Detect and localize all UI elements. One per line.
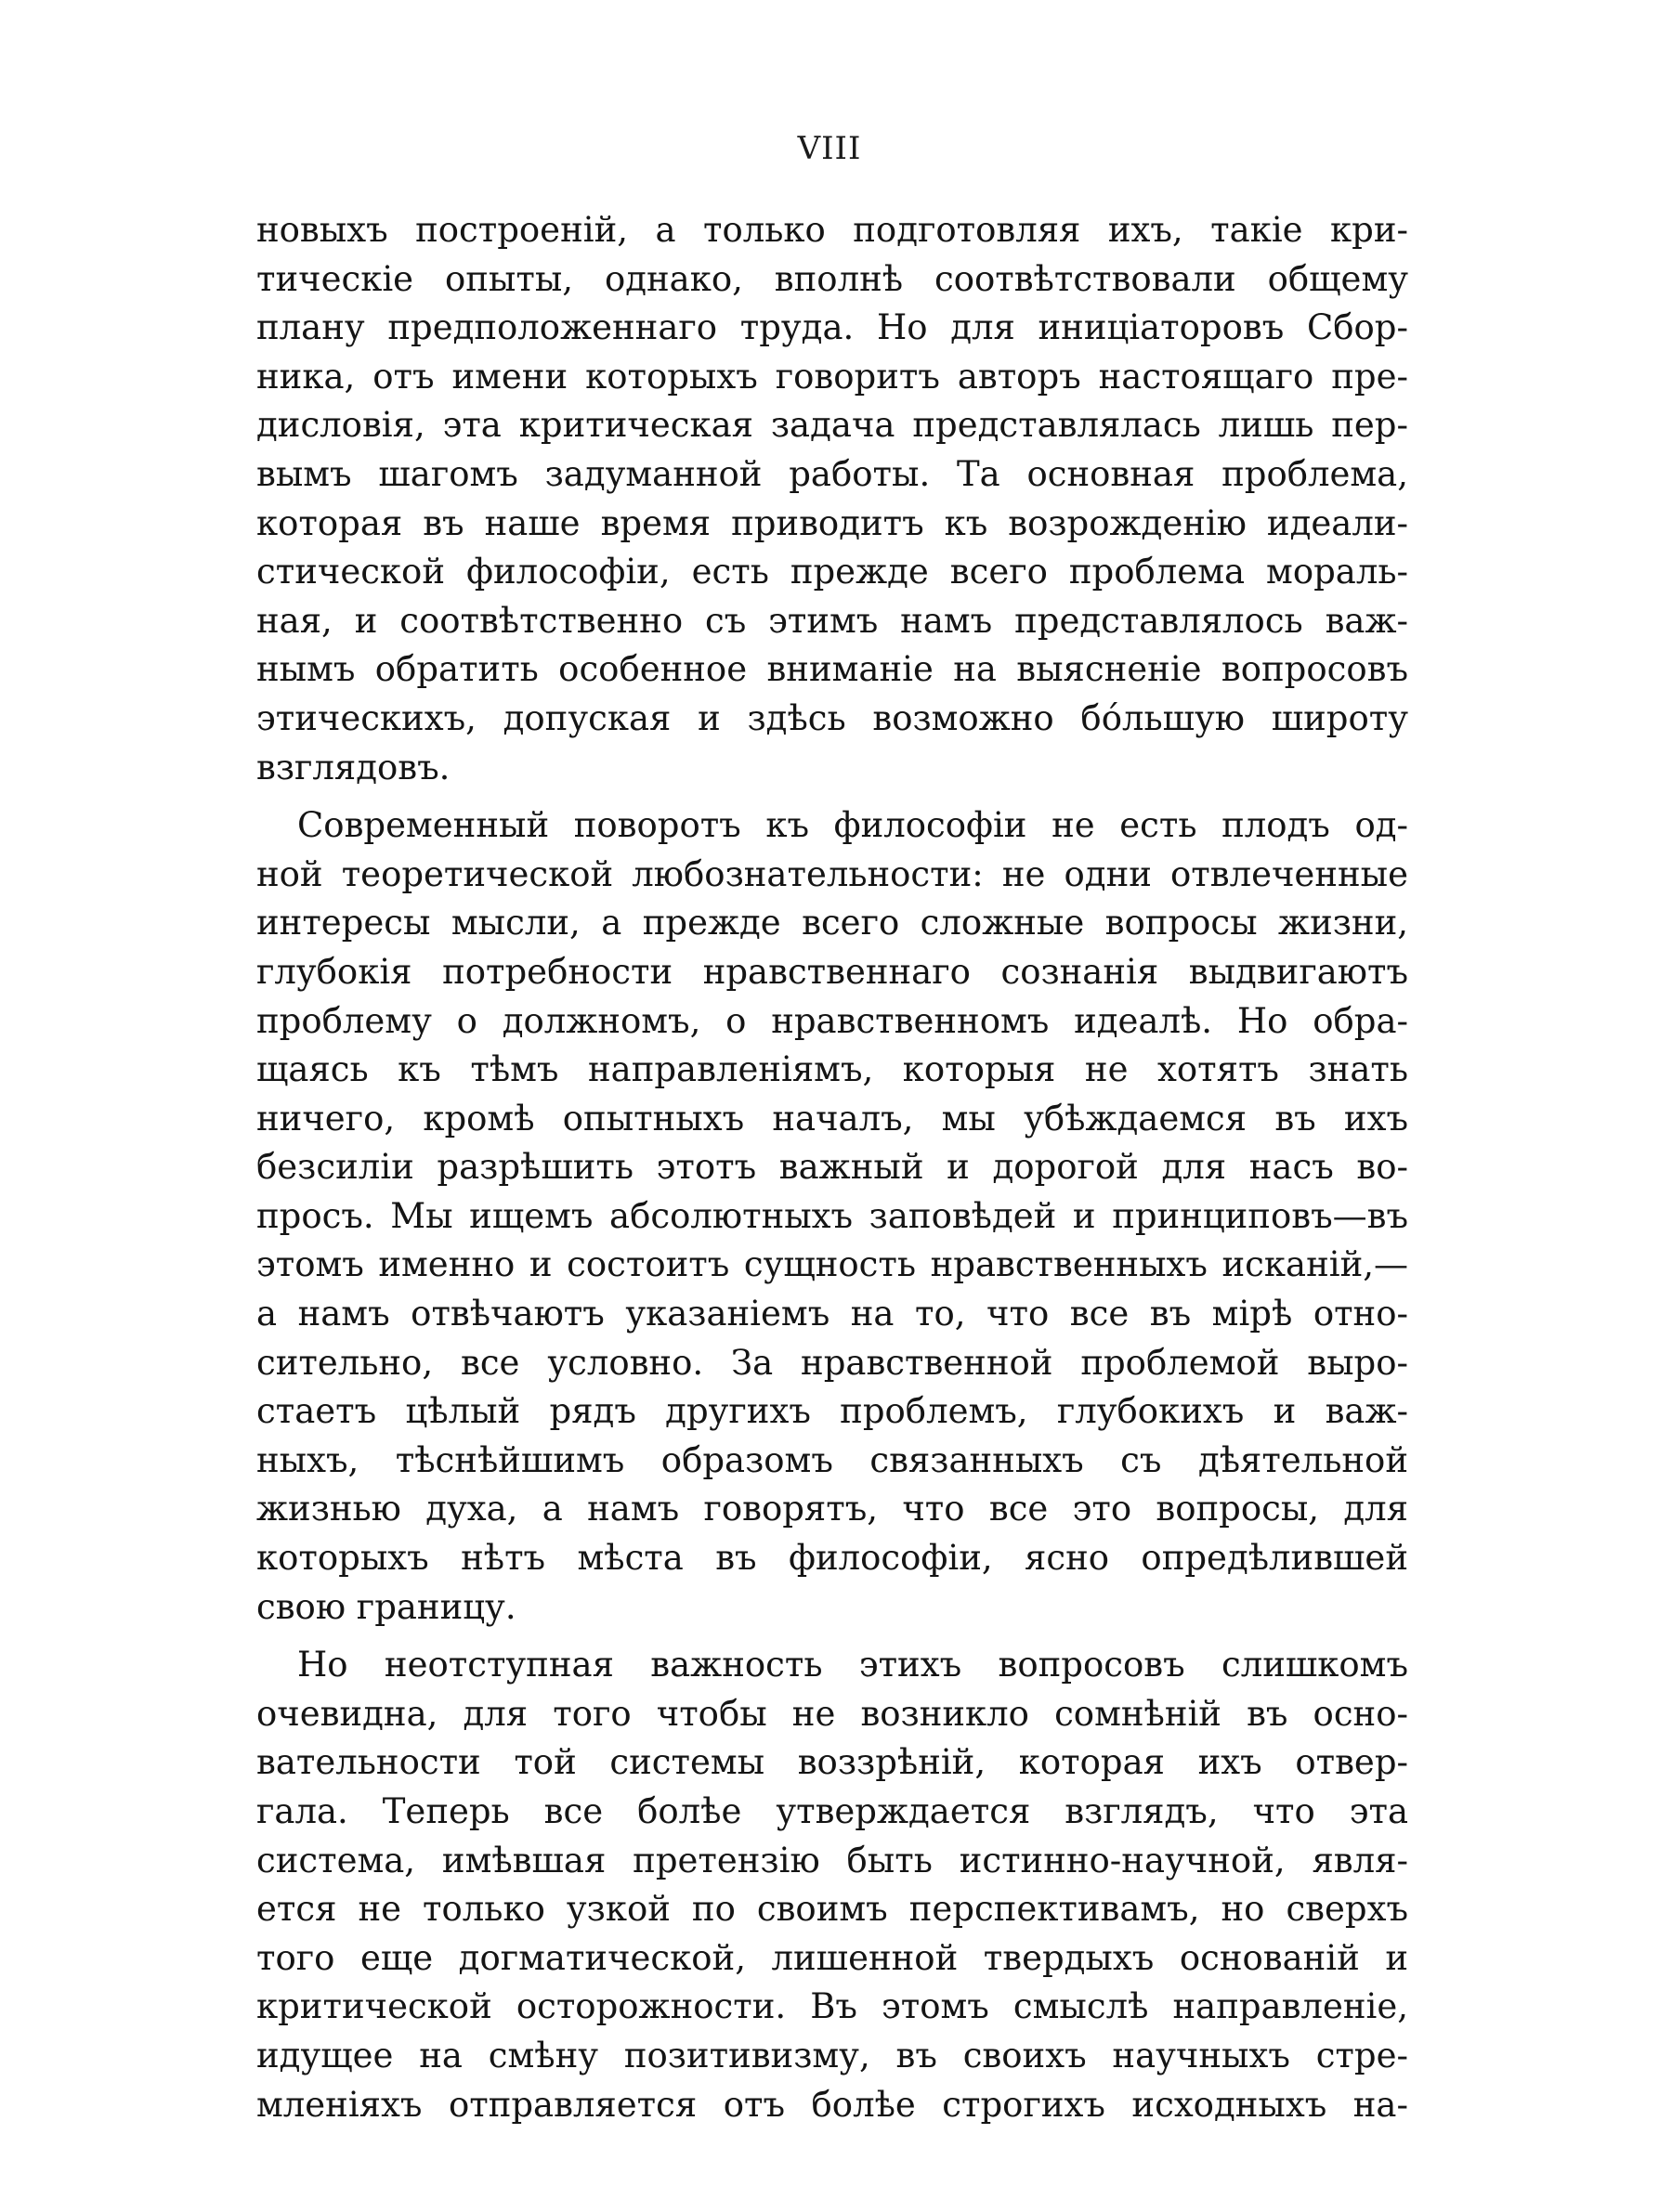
- text-line: стической философіи, есть прежде всего проблема мораль-: [256, 552, 1408, 592]
- text-line: ника, отъ имени которыхъ говоритъ авторъ настоящаго пре-: [256, 356, 1408, 397]
- text-line: щаясь къ тѣмъ направленіямъ, которыя не хотятъ знать: [256, 1049, 1408, 1090]
- text-line: глубокія потребности нравственнаго сознанія выдвигаютъ: [256, 951, 1408, 992]
- text-line: очевидна, для того чтобы не возникло сомнѣній въ осно-: [256, 1693, 1408, 1734]
- text-line: тическіе опыты, однако, вполнѣ соотвѣтствовали общему: [256, 258, 1408, 299]
- text-line: вательности той системы воззрѣній, которая ихъ отвер-: [256, 1742, 1408, 1783]
- text-line: ной теоретической любознательности: не одни отвлеченные: [256, 853, 1408, 894]
- text-line: вымъ шагомъ задуманной работы. Та основная проблема,: [256, 453, 1408, 494]
- text-line: система, имѣвшая претензію быть истинно-научной, явля-: [256, 1840, 1408, 1880]
- text-line: критической осторожности. Въ этомъ смыслѣ направленіе,: [256, 1986, 1408, 2027]
- page-number: VIII: [797, 130, 862, 167]
- paragraph-1: [256, 206, 1408, 792]
- page-body: [256, 206, 1408, 2139]
- text-line: безсиліи разрѣшить этотъ важный и дорогой для насъ во-: [256, 1147, 1408, 1188]
- text-line: которыхъ нѣтъ мѣста въ философіи, ясно опредѣлившей: [256, 1538, 1408, 1579]
- text-line: просъ. Мы ищемъ абсолютныхъ заповѣдей и принциповъ—въ: [256, 1195, 1408, 1236]
- text-line: интересы мысли, а прежде всего сложные вопросы жизни,: [256, 903, 1408, 943]
- text-line: а намъ отвѣчаютъ указаніемъ на то, что все въ мірѣ отно-: [256, 1294, 1408, 1334]
- text-line: которая въ наше время приводитъ къ возрожденію идеали-: [256, 502, 1408, 543]
- text-line: плану предположеннаго труда. Но для иниціаторовъ Сбор-: [256, 307, 1408, 348]
- paragraph-3: [256, 1641, 1408, 2129]
- text-line: нымъ обратить особенное вниманіе на выясненіе вопросовъ: [256, 649, 1408, 690]
- text-line: жизнью духа, а намъ говорятъ, что все это вопросы, для: [256, 1489, 1408, 1529]
- text-line: сительно, все условно. За нравственной проблемой выро-: [256, 1342, 1408, 1383]
- text-line: ничего, кромѣ опытныхъ началъ, мы убѣждаемся въ ихъ: [256, 1098, 1408, 1139]
- text-line: мленіяхъ отправляется отъ болѣе строгихъ исходныхъ на-: [256, 2084, 1408, 2125]
- text-line: свою границу.: [256, 1586, 516, 1627]
- text-line: дисловія, эта критическая задача представлялась лишь пер-: [256, 405, 1408, 446]
- text-line: Современный поворотъ къ философіи не есть плодъ од-: [297, 805, 1408, 846]
- text-line: ная, и соотвѣтственно съ этимъ намъ представлялось важ-: [256, 600, 1408, 641]
- text-line: взглядовъ.: [256, 747, 451, 787]
- text-line: Но неотступная важность этихъ вопросовъ слишкомъ: [297, 1645, 1408, 1685]
- paragraph-2: [256, 801, 1408, 1632]
- text-line: новыхъ построеній, а только подготовляя ихъ, такіе кри-: [256, 210, 1408, 250]
- text-line: этомъ именно и состоитъ сущность нравственныхъ исканій,—: [256, 1244, 1408, 1285]
- text-line: идущее на смѣну позитивизму, въ своихъ научныхъ стре-: [256, 2035, 1408, 2075]
- text-line: стаетъ цѣлый рядъ другихъ проблемъ, глубокихъ и важ-: [256, 1391, 1408, 1432]
- text-line: того еще догматической, лишенной твердыхъ основаній и: [256, 1937, 1408, 1978]
- text-line: гала. Теперь все болѣе утверждается взглядъ, что эта: [256, 1791, 1408, 1831]
- text-line: этическихъ, допуская и здѣсь возможно бóльшую широту: [256, 697, 1408, 738]
- text-line: проблему о должномъ, о нравственномъ идеалѣ. Но обра-: [256, 1000, 1408, 1041]
- text-line: ется не только узкой по своимъ перспективамъ, но сверхъ: [256, 1889, 1408, 1930]
- text-line: ныхъ, тѣснѣйшимъ образомъ связанныхъ съ дѣятельной: [256, 1439, 1408, 1480]
